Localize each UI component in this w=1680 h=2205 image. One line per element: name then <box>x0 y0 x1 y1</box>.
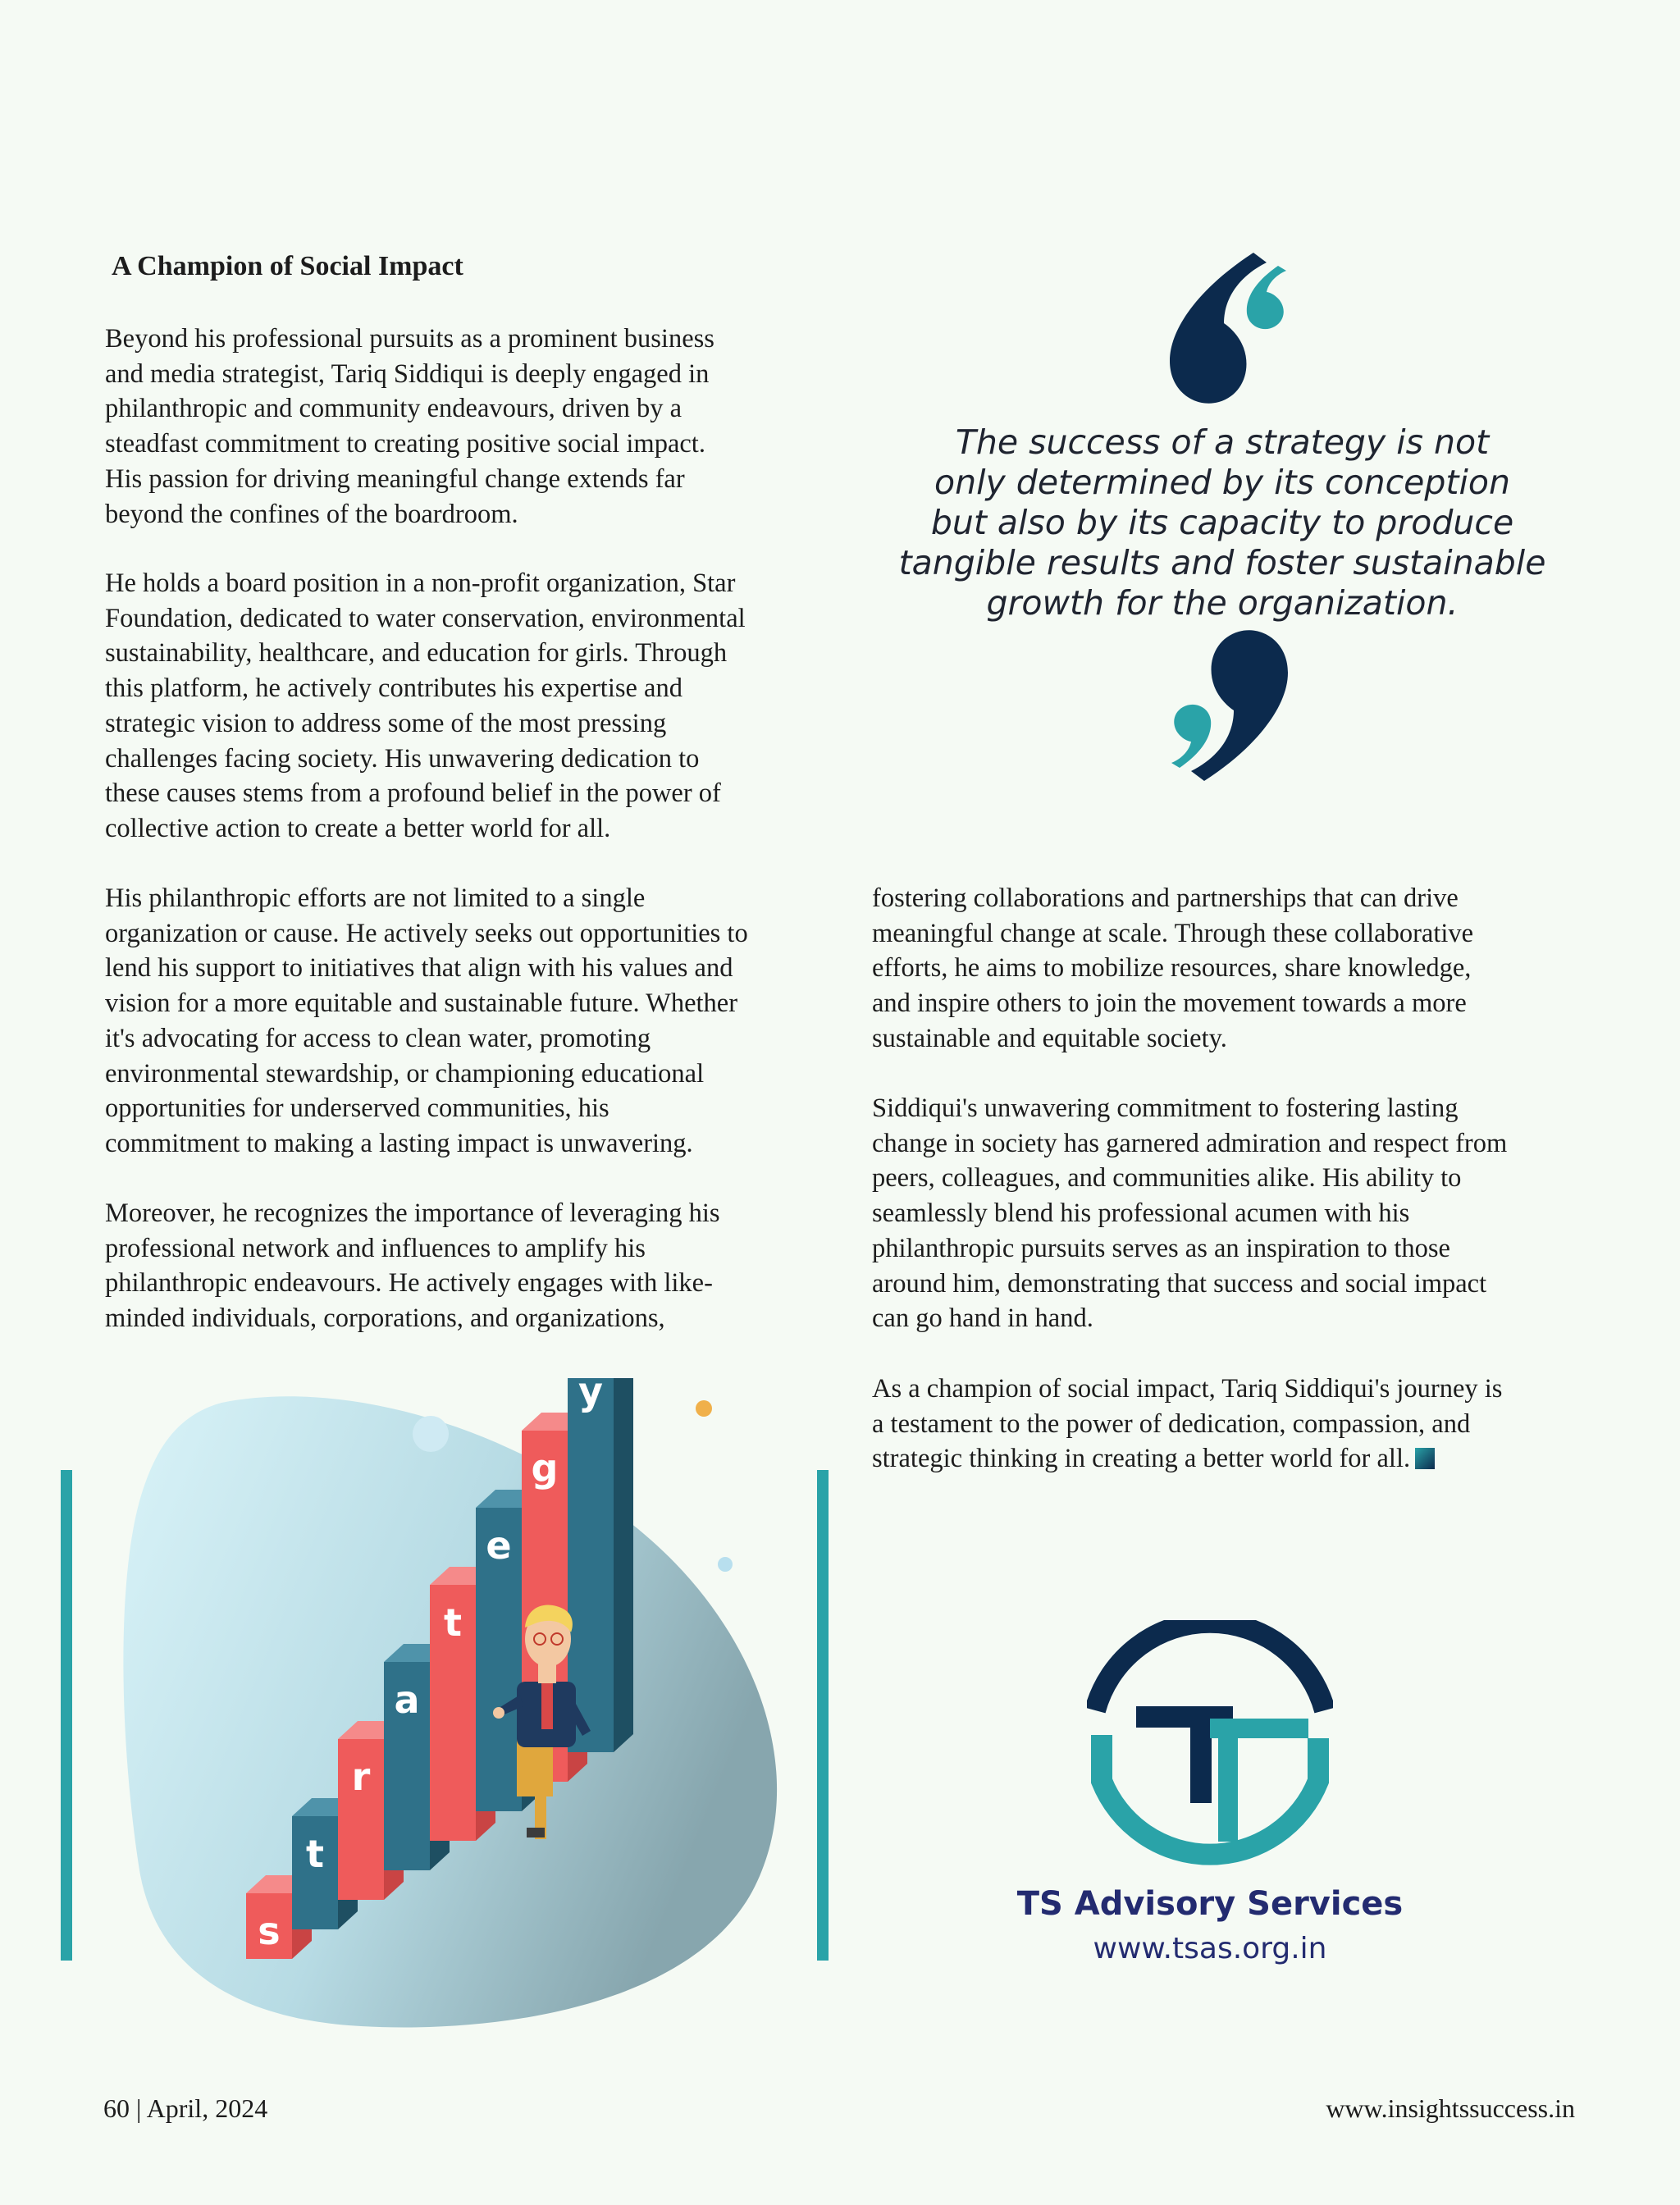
bubble <box>696 1400 712 1417</box>
close-quote-icon <box>1163 623 1294 788</box>
article-paragraph-text: As a champion of social impact, Tariq Siddiqui's journey is a testament to the power of dedication, compassion, and strategic thinking in creating a better world for all. <box>872 1374 1503 1474</box>
article-paragraph: Beyond his professional pursuits as a prominent business and media strategist, Tariq Siddiqui is deeply engaged in philanthropic and community endeavours, driven by a steadfast commitment to creating positive social impact. His passion for driving meaningful change extends far beyond the confines of the boardroom. <box>105 324 714 529</box>
left-accent-bar <box>61 1470 72 1961</box>
strategy-letter: y <box>578 1378 603 1413</box>
section-heading: A Champion of Social Impact <box>112 251 463 281</box>
footer-website: www.insightssuccess.in <box>1326 2093 1575 2123</box>
end-of-article-icon <box>1415 1448 1435 1469</box>
article-paragraph: He holds a board position in a non-profit organization, Star Foundation, dedicated to water conservation, environmental sustainability, healthcare, and education for girls. Through this platform, he actively contributes his expertise and strategic vision to address some of the most pressing challenges facing society. His unwavering dedication to these causes stems from a profound belief in the power of collective action to create a better world for all. <box>105 568 746 843</box>
article-paragraph: Siddiqui's unwavering commitment to fostering lasting change in society has garnered admiration and respect from peers, colleagues, and communities alike. His ability to seamlessly blend his professional acumen with his philanthropic pursuits serves as an inspiration to those around him, demonstrating that success and social impact can go hand in hand. <box>872 1093 1508 1334</box>
strategy-letter: r <box>351 1755 371 1799</box>
strategy-letter: a <box>394 1678 420 1722</box>
pull-quote-text: The success of a strategy is not only determined by its conception but also by its capacity to produce tangible results and foster sustainable growth for the organization. <box>898 422 1546 623</box>
strategy-bar <box>568 1378 633 1752</box>
article-paragraph: His philanthropic efforts are not limited to a single organization or cause. He actively seeks out opportunities to lend his support to initiatives that align with his values and vision for a more equitable and sustainable future. Whether it's advocating for access to clean water, promoting environmental stewardship, or championing educational opportunities for underserved communities, his commitment to making a lasting impact is unwavering. <box>105 883 748 1158</box>
ts-advisory-logo-icon <box>1087 1620 1333 1866</box>
bubble <box>718 1557 733 1572</box>
strategy-letter: t <box>306 1832 324 1876</box>
open-quote-icon <box>1163 246 1294 410</box>
article-paragraph: Moreover, he recognizes the importance of leveraging his professional network and influences to amplify his philanthropic endeavours. He actively engages with like- minded individuals, corporations, and organizations, <box>105 1198 720 1334</box>
article-paragraph: fostering collaborations and partnerships that can drive meaningful change at scale. Through these collaborative efforts, he aims to mobilize resources, share knowledge, and inspire others to join the movement towards a more sustainable and equitable society. <box>872 883 1474 1053</box>
strategy-letter: s <box>258 1909 281 1953</box>
right-accent-bar <box>817 1470 829 1961</box>
strategy-letter: t <box>444 1600 462 1645</box>
strategy-letter: e <box>486 1523 512 1568</box>
logo-website: www.tsas.org.in <box>1093 1932 1327 1965</box>
article-paragraph-final <box>872 1372 1635 1477</box>
logo-company-name: TS Advisory Services <box>1016 1885 1404 1923</box>
page-number-date: 60 | April, 2024 <box>103 2093 268 2123</box>
bubble <box>413 1416 449 1452</box>
strategy-letter: g <box>531 1446 559 1491</box>
strategy-staircase-illustration <box>49 1378 853 2051</box>
